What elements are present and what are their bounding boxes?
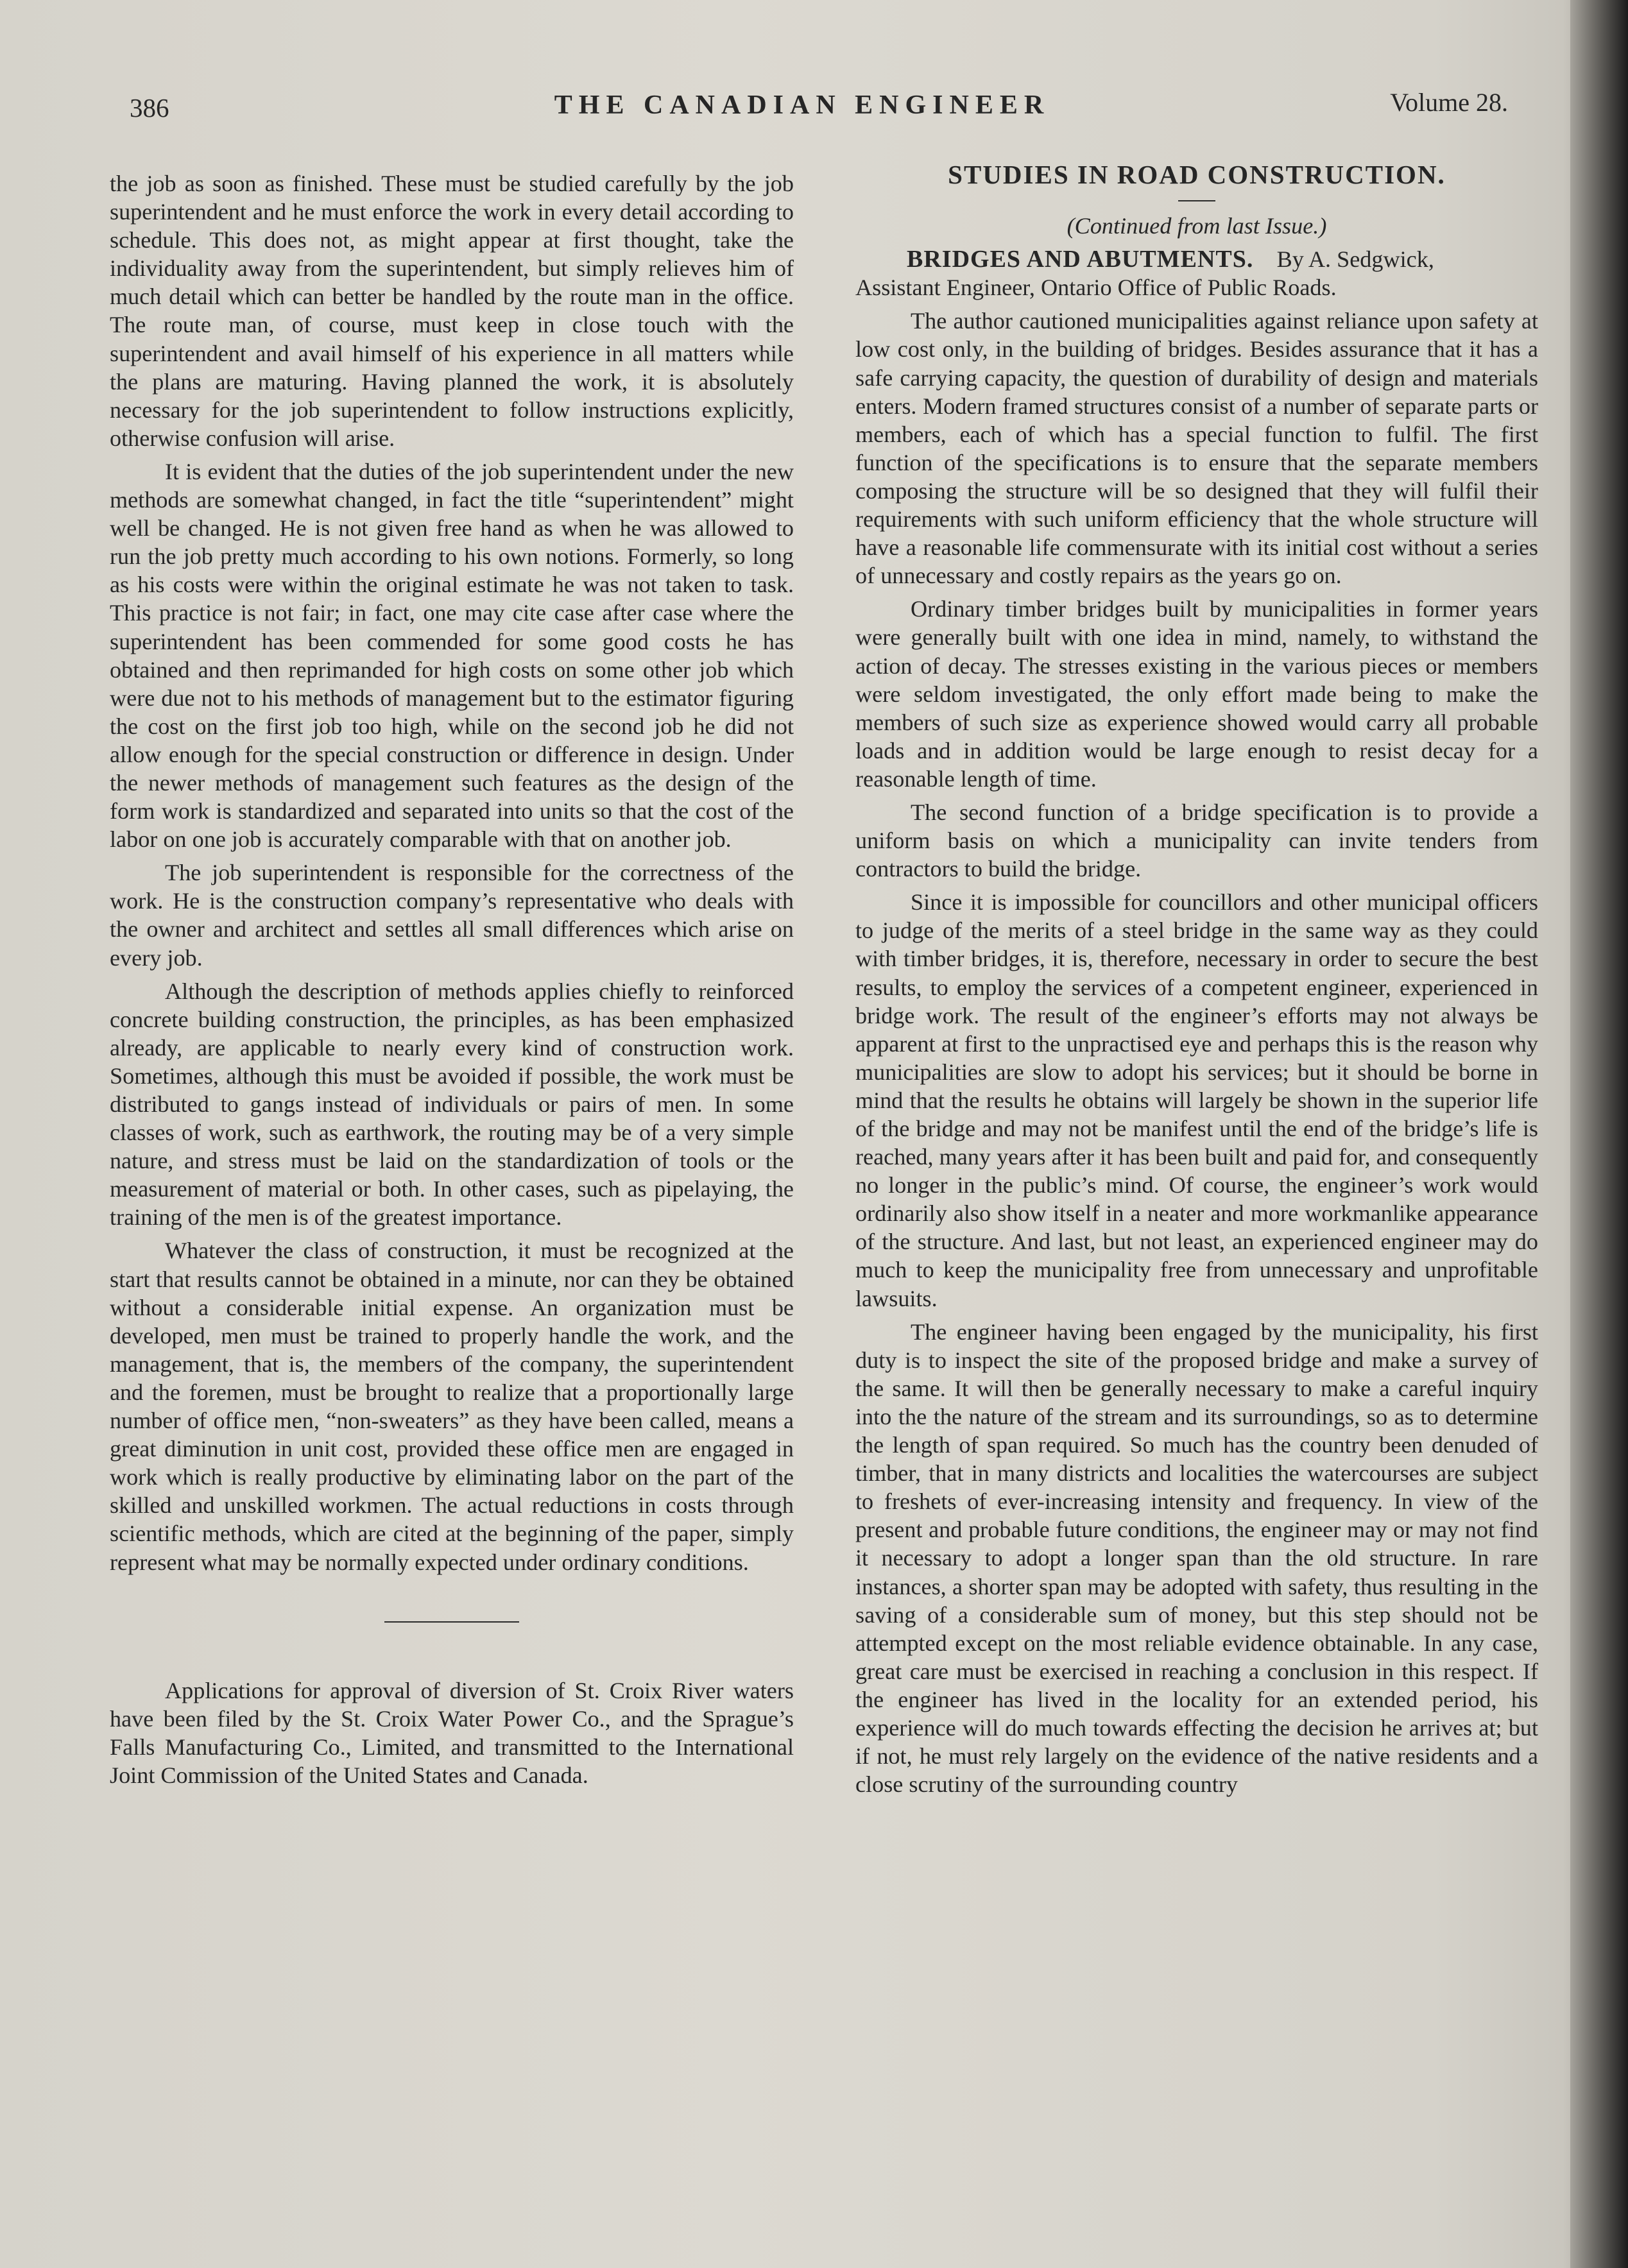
journal-title: THE CANADIAN ENGINEER bbox=[554, 90, 1050, 120]
author-affiliation: Assistant Engineer, Ontario Office of Public Roads. bbox=[855, 275, 1337, 301]
spacer bbox=[1259, 246, 1271, 272]
left-paragraph-3: The job superintendent is responsible for the correctness of the work. He is the construction company’s representative who deals with the owner and architect and settles all small differences which arise on every job. bbox=[110, 860, 794, 971]
title-rule bbox=[1178, 200, 1215, 201]
left-paragraph-1: the job as soon as finished. These must be studied carefully by the job superintendent and he must enforce the work in every detail according to schedule. This does not, as might appear at first thought, take the individuality away from the superintendent, but simply relieves him of much detail which can better be handled by the route man in the office. The route man, of course, must keep in close touch with the superintendent and avail himself of his experience in all matters while the plans are maturing. Having planned the work, it is absolutely necessary for the job superintendent to follow instructions explicitly, otherwise confusion will arise. bbox=[110, 171, 794, 451]
right-column bbox=[855, 160, 1538, 1803]
section-divider bbox=[384, 1621, 519, 1623]
left-column bbox=[110, 169, 794, 1795]
page-header bbox=[96, 82, 1508, 133]
volume-label: Volume 28. bbox=[1390, 88, 1508, 117]
left-paragraph-2: It is evident that the duties of the job superintendent under the new methods are somewhat changed, in fact the title “superintendent” might well be changed. He is not given free hand as when he was allowed to run the job pretty much according to his own notions. Formerly, so long as his costs were within the original estimate he was not taken to task. This practice is not fair; in fact, one may cite case after case where the superintendent has been commended for some good costs he has obtained and then reprimanded for high costs on some other job which were due not to his methods of management but to the estimator figuring the cost on the first job too high, while on the second job he did not allow enough for the special construction or difference in design. Under the newer methods of management such features as the design of the form work is standardized and separated into units so that the cost of the labor on one job is accurately comparable with that on another job. bbox=[110, 458, 794, 853]
byline: By A. Sedgwick, bbox=[1276, 246, 1434, 273]
right-paragraph-4: Since it is impossible for councillors and other municipal officers to judge of the merits of a steel bridge in the same way as they could with timber bridges, it is, therefore, necessary in order to secure the best results, to employ the services of a competent engineer, experienced in bridge work. The result of the engineer’s efforts may not always be apparent at first to the unpractised eye and perhaps this is the reason why municipalities are slow to adopt his services; but it should be borne in mind that the results he obtains will largely be shown in the superior life of the bridge and may not be manifest until the end of the bridge’s life is reached, many years after it has been built and paid for, and consequently no longer in the public’s mind. Of course, the engineer’s work would ordinarily also show itself in a neater and more workmanlike appearance of the structure. And last, but not least, an experienced engineer may do much to keep the municipality free from unnecessary and unprofitable lawsuits. bbox=[855, 889, 1538, 1311]
article-title: STUDIES IN ROAD CONSTRUCTION. bbox=[948, 160, 1446, 189]
right-paragraph-2: Ordinary timber bridges built by municipalities in former years were generally built with one idea in mind, namely, to withstand the action of decay. The stresses existing in the various pieces or members were seldom investigated, the only effort made being to make the members of such size as experience showed would carry all probable loads and in addition would be large enough to resist decay for a reasonable length of time. bbox=[855, 596, 1538, 792]
continued-note: (Continued from last Issue.) bbox=[1067, 213, 1327, 239]
section-heading-line bbox=[855, 245, 1538, 273]
left-paragraph-4: Although the description of methods applies chiefly to reinforced concrete building construction, the principles, as has been emphasized already, are applicable to nearly every kind of construction work. Sometimes, although this must be avoided if possible, the work must be distributed to gangs instead of individuals or pairs of men. In some classes of work, such as earthwork, the routing may be of a very simple nature, and stress must be laid on the standardization of tools or the measurement of material or both. In other cases, such as pipelaying, the training of the men is of the greatest importance. bbox=[110, 978, 794, 1231]
page-number: 386 bbox=[130, 93, 169, 123]
book-gutter-shadow bbox=[1570, 0, 1628, 2268]
right-paragraph-3: The second function of a bridge specification is to provide a uniform basis on which a municipality can invite tenders from contractors to build the bridge. bbox=[855, 799, 1538, 882]
notice-paragraph: Applications for approval of diversion of St. Croix River waters have been filed by the St. Croix Water Power Co., and the Sprague’s Falls Manufacturing Co., Limited, and transmitted to the International Joint Commission of the United States and Canada. bbox=[110, 1677, 794, 1788]
right-paragraph-1: The author cautioned municipalities against reliance upon safety at low cost only, in the building of bridges. Besides assurance that it has a safe carrying capacity, the question of durability of design and materials enters. Modern framed structures consist of a number of separate parts or members, each of which has a special function to fulfil. The first function of the specifications is to ensure that the separate members composing the structure will be so designed that they will fulfil their requirements with such uniform efficiency that the whole structure will have a reasonable life commensurate with its initial cost without a series of unnecessary and costly repairs as the years go on. bbox=[855, 308, 1538, 589]
section-heading: BRIDGES AND ABUTMENTS. bbox=[907, 246, 1254, 273]
right-paragraph-5: The engineer having been engaged by the municipality, his first duty is to inspect the site of the proposed bridge and make a survey of the same. It will then be generally necessary to make a careful inquiry into the the nature of the stream and its surroundings, so as to determine the length of span required. So much has the country been denuded of timber, that in many districts and localities the watercourses are subject to freshets of ever-increasing intensity and frequency. In view of the present and probable future conditions, the engineer may or may not find it necessary to adopt a longer span than the old structure. In rare instances, a shorter span may be adopted with safety, thus resulting in the saving of a considerable sum of money, but this step should not be attempted except on the most reliable evidence obtainable. In any case, great care must be exercised in reaching a conclusion in this respect. If the engineer has lived in the locality for an extended period, his experience will do much towards effecting the decision he arrives at; but if not, he must rely largely on the evidence of the native residents and a close scrutiny of the surrounding country bbox=[855, 1318, 1538, 1798]
left-paragraph-5: Whatever the class of construction, it must be recognized at the start that results cannot be obtained in a minute, nor can they be obtained without a considerable initial expense. An organization must be developed, men must be trained to properly handle the work, and the management, that is, the members of the company, the superintendent and the foremen, must be brought to realize that a proportionally large number of office men, “non-sweaters” as they have been called, means a great diminution in unit cost, provided these office men are engaged in work which is really productive by eliminating labor on the part of the skilled and unskilled workmen. The actual reductions in costs through scientific methods, which are cited at the beginning of the paper, simply represent what may be normally expected under ordinary conditions. bbox=[110, 1238, 794, 1575]
